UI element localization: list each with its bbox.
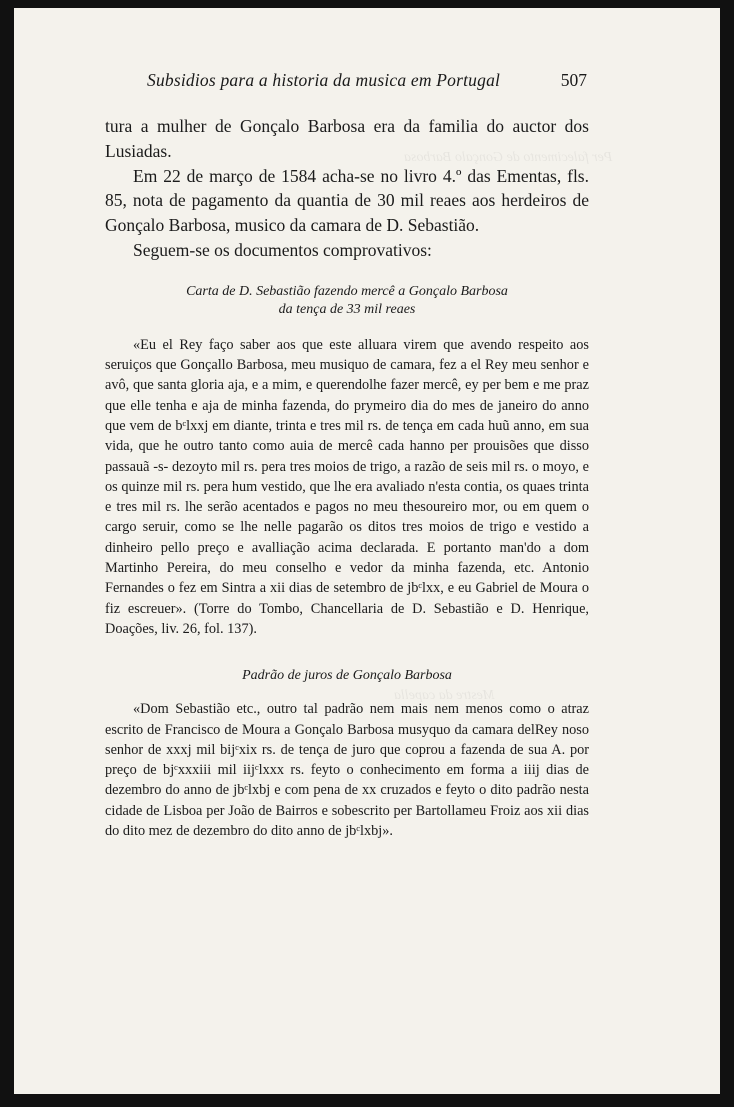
document-2-caption: Padrão de juros de Gonçalo Barbosa bbox=[242, 668, 452, 684]
document-1 bbox=[105, 335, 589, 639]
paragraph-3: Seguem-se os documentos comprovativos: bbox=[133, 239, 432, 260]
paragraph-1: tura a mulher de Gonçalo Barbosa era da familia do auctor dos Lusiadas. bbox=[105, 116, 589, 161]
bleed-through-text: Mestre da capella bbox=[394, 688, 495, 703]
bleed-through-text: Per falecimento de Gonçalo Barbosa bbox=[404, 150, 613, 165]
running-header bbox=[147, 70, 587, 91]
document-2 bbox=[105, 699, 589, 841]
paragraph-2: Em 22 de março de 1584 acha-se no livro 4.º das Ementas, fls. 85, nota de pagamento da quantia de 30 mil reaes aos herdeiros de Gonçalo Barbosa, musico da camara de D. Sebastião. bbox=[105, 165, 589, 236]
document-1-text: «Eu el Rey faço saber aos que este alluara virem que avendo respeito aos seruiços que Gonçallo Barbosa, meu musiquo de camara, fez a el Rey meu senhor e avô, que santa gloria aja, e a mim, e querendolhe fazer mercê, ey per bem e me praz que elle tenha e aja de minha fazenda, do prymeiro dia do mes de janeiro do anno que vem de bᶜlxxj em diante, trinta e tres mil rs. de tença em cada huũ anno, em sua vida, que he outro tanto como auia de mercê cada hanno per prouisões que disso passauã -s- dezoyto mil rs. pera tres moios de trigo, a razão de seis mil rs. o moyo, e os quinze mil rs. pera hum vestido, que lhe era avaliado n'esta contia, os quaes trinta e tres mil rs. lhe serão acentados e pagos no meu thesoureiro mor, ou em quem o cargo seruir, como se lhe nelle pagarão os ditos tres moios de trigo e vestido a dinheiro pello preço e avalliação acima declarada. E portanto man'do a dom Martinho Pereira, do meu conselho e vedor da minha fazenda, etc. Antonio Fernandes o fez em Sintra a xii dias de setembro de jbᶜlxx, e eu Gabriel de Moura o fiz escreuer». (Torre do Tombo, Chancellaria de D. Sebastião e D. Henrique, Doações, liv. 26, fol. 137). bbox=[105, 336, 589, 637]
page-number: 507 bbox=[560, 70, 587, 90]
caption-line-1: Carta de D. Sebastião fazendo mercê a Gonçalo Barbosa bbox=[186, 283, 508, 299]
header-title: Subsidios para a historia da musica em Portugal bbox=[147, 70, 501, 90]
page-body bbox=[105, 114, 589, 841]
book-page bbox=[14, 8, 720, 1094]
document-1-caption bbox=[105, 283, 589, 319]
caption-line-2: da tença de 33 mil reaes bbox=[278, 301, 416, 317]
document-2-text: «Dom Sebastião etc., outro tal padrão nem mais nem menos como o atraz escrito de Francisco de Moura a Gonçalo Barbosa musyquo da camara delRey noso senhor de xxxj mil bijᶜxix rs. de tença de juro que coprou a fazenda de sua A. por preço de bjᶜxxxiii mil iijᶜlxxx rs. feyto o conhecimento em forma a iiij dias de dezembro do anno de jbᶜlxbj e com pena de xx cruzados e feyto o dito padrão nesta cidade de Lisboa per João de Bairros e sobescrito per Bartollameu Froiz aos xii dias do dito mez de dezembro do dito anno de jbᶜlxbj». bbox=[105, 701, 589, 840]
main-text bbox=[105, 114, 589, 263]
